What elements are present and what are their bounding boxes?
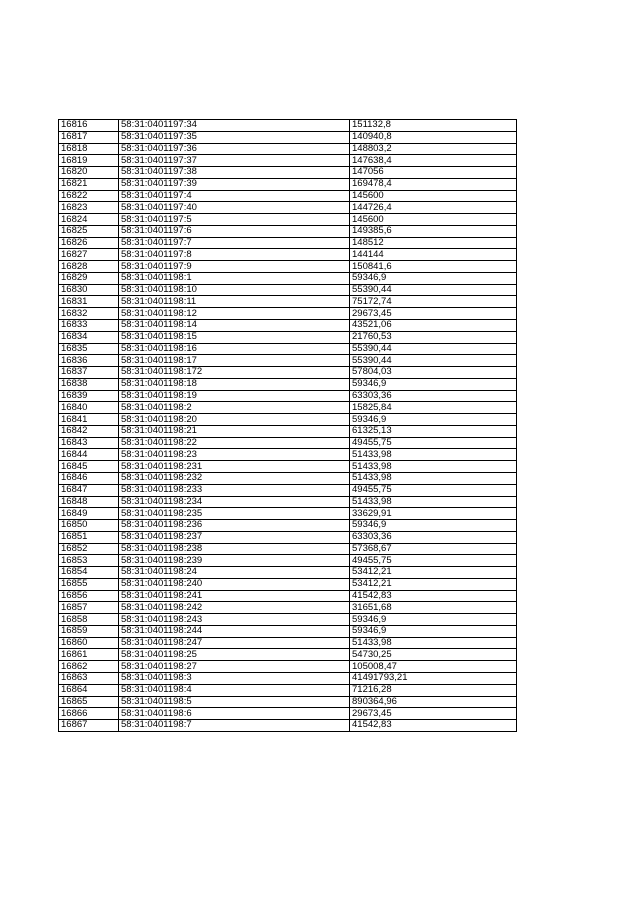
row-number-cell: 16866 (59, 708, 119, 720)
cadastral-number-cell: 58:31:0401198:247 (119, 637, 350, 649)
cadastral-number-cell: 58:31:0401197:4 (119, 190, 350, 202)
cadastral-number-cell: 58:31:0401198:6 (119, 708, 350, 720)
cadastral-number-cell: 58:31:0401197:8 (119, 249, 350, 261)
value-cell: 151132,8 (350, 120, 517, 132)
table-row (59, 543, 517, 555)
cadastral-number-cell: 58:31:0401198:16 (119, 343, 350, 355)
cadastral-number-cell: 58:31:0401198:15 (119, 331, 350, 343)
row-number-cell: 16864 (59, 684, 119, 696)
value-cell: 33629,91 (350, 508, 517, 520)
cadastral-number-cell: 58:31:0401198:19 (119, 390, 350, 402)
row-number-cell: 16841 (59, 414, 119, 426)
cadastral-value-table (58, 119, 517, 732)
cadastral-number-cell: 58:31:0401197:40 (119, 202, 350, 214)
row-number-cell: 16856 (59, 590, 119, 602)
cadastral-number-cell: 58:31:0401198:241 (119, 590, 350, 602)
table-row (59, 378, 517, 390)
value-cell: 59346,9 (350, 520, 517, 532)
value-cell: 150841,6 (350, 261, 517, 273)
table-row (59, 649, 517, 661)
table-row (59, 590, 517, 602)
value-cell: 21760,53 (350, 331, 517, 343)
table-row (59, 178, 517, 190)
row-number-cell: 16847 (59, 484, 119, 496)
table-row (59, 120, 517, 132)
row-number-cell: 16848 (59, 496, 119, 508)
value-cell: 148803,2 (350, 143, 517, 155)
row-number-cell: 16846 (59, 472, 119, 484)
value-cell: 51433,98 (350, 449, 517, 461)
value-cell: 41491793,21 (350, 672, 517, 684)
value-cell: 31651,68 (350, 602, 517, 614)
value-cell: 49455,75 (350, 437, 517, 449)
row-number-cell: 16831 (59, 296, 119, 308)
cadastral-number-cell: 58:31:0401198:243 (119, 614, 350, 626)
row-number-cell: 16821 (59, 178, 119, 190)
table-row (59, 708, 517, 720)
cadastral-number-cell: 58:31:0401198:10 (119, 284, 350, 296)
row-number-cell: 16852 (59, 543, 119, 555)
value-cell: 49455,75 (350, 484, 517, 496)
row-number-cell: 16850 (59, 520, 119, 532)
row-number-cell: 16861 (59, 649, 119, 661)
table-row (59, 520, 517, 532)
table-row (59, 720, 517, 732)
value-cell: 51433,98 (350, 461, 517, 473)
value-cell: 41542,83 (350, 590, 517, 602)
table-row (59, 214, 517, 226)
value-cell: 49455,75 (350, 555, 517, 567)
table-row (59, 261, 517, 273)
value-cell: 61325,13 (350, 425, 517, 437)
cadastral-number-cell: 58:31:0401198:11 (119, 296, 350, 308)
table-row (59, 249, 517, 261)
cadastral-number-cell: 58:31:0401198:21 (119, 425, 350, 437)
row-number-cell: 16859 (59, 625, 119, 637)
table-row (59, 296, 517, 308)
value-cell: 140940,8 (350, 131, 517, 143)
cadastral-number-cell: 58:31:0401198:240 (119, 578, 350, 590)
table-row (59, 390, 517, 402)
table-body (59, 120, 517, 732)
row-number-cell: 16854 (59, 567, 119, 579)
row-number-cell: 16834 (59, 331, 119, 343)
row-number-cell: 16863 (59, 672, 119, 684)
cadastral-number-cell: 58:31:0401198:231 (119, 461, 350, 473)
cadastral-number-cell: 58:31:0401198:235 (119, 508, 350, 520)
value-cell: 54730,25 (350, 649, 517, 661)
value-cell: 59346,9 (350, 414, 517, 426)
cadastral-number-cell: 58:31:0401198:242 (119, 602, 350, 614)
table-row (59, 637, 517, 649)
cadastral-number-cell: 58:31:0401197:34 (119, 120, 350, 132)
value-cell: 145600 (350, 190, 517, 202)
table-row (59, 661, 517, 673)
table-row (59, 508, 517, 520)
row-number-cell: 16822 (59, 190, 119, 202)
row-number-cell: 16865 (59, 696, 119, 708)
cadastral-number-cell: 58:31:0401198:23 (119, 449, 350, 461)
value-cell: 29673,45 (350, 308, 517, 320)
value-cell: 41542,83 (350, 720, 517, 732)
row-number-cell: 16819 (59, 155, 119, 167)
table-row (59, 284, 517, 296)
value-cell: 63303,36 (350, 390, 517, 402)
value-cell: 169478,4 (350, 178, 517, 190)
row-number-cell: 16824 (59, 214, 119, 226)
value-cell: 15825,84 (350, 402, 517, 414)
value-cell: 59346,9 (350, 614, 517, 626)
value-cell: 53412,21 (350, 567, 517, 579)
row-number-cell: 16820 (59, 167, 119, 179)
cadastral-number-cell: 58:31:0401198:14 (119, 320, 350, 332)
row-number-cell: 16853 (59, 555, 119, 567)
row-number-cell: 16825 (59, 225, 119, 237)
row-number-cell: 16832 (59, 308, 119, 320)
row-number-cell: 16867 (59, 720, 119, 732)
table-row (59, 484, 517, 496)
value-cell: 43521,06 (350, 320, 517, 332)
value-cell: 105008,47 (350, 661, 517, 673)
row-number-cell: 16829 (59, 272, 119, 284)
table-row (59, 567, 517, 579)
cadastral-number-cell: 58:31:0401198:234 (119, 496, 350, 508)
table-row (59, 461, 517, 473)
value-cell: 59346,9 (350, 625, 517, 637)
value-cell: 55390,44 (350, 355, 517, 367)
value-cell: 147056 (350, 167, 517, 179)
value-cell: 71216,28 (350, 684, 517, 696)
cadastral-number-cell: 58:31:0401198:22 (119, 437, 350, 449)
table-row (59, 202, 517, 214)
cadastral-number-cell: 58:31:0401198:172 (119, 367, 350, 379)
cadastral-number-cell: 58:31:0401198:238 (119, 543, 350, 555)
row-number-cell: 16844 (59, 449, 119, 461)
cadastral-number-cell: 58:31:0401198:20 (119, 414, 350, 426)
cadastral-number-cell: 58:31:0401198:24 (119, 567, 350, 579)
row-number-cell: 16849 (59, 508, 119, 520)
row-number-cell: 16826 (59, 237, 119, 249)
table-row (59, 531, 517, 543)
cadastral-number-cell: 58:31:0401198:237 (119, 531, 350, 543)
value-cell: 51433,98 (350, 637, 517, 649)
row-number-cell: 16833 (59, 320, 119, 332)
cadastral-number-cell: 58:31:0401198:236 (119, 520, 350, 532)
table-row (59, 672, 517, 684)
row-number-cell: 16817 (59, 131, 119, 143)
value-cell: 59346,9 (350, 378, 517, 390)
table-row (59, 437, 517, 449)
value-cell: 144726,4 (350, 202, 517, 214)
value-cell: 144144 (350, 249, 517, 261)
value-cell: 53412,21 (350, 578, 517, 590)
cadastral-number-cell: 58:31:0401197:36 (119, 143, 350, 155)
table-row (59, 625, 517, 637)
table-row (59, 225, 517, 237)
value-cell: 890364,96 (350, 696, 517, 708)
table-row (59, 155, 517, 167)
value-cell: 145600 (350, 214, 517, 226)
row-number-cell: 16857 (59, 602, 119, 614)
row-number-cell: 16845 (59, 461, 119, 473)
row-number-cell: 16840 (59, 402, 119, 414)
table-row (59, 237, 517, 249)
cadastral-number-cell: 58:31:0401198:4 (119, 684, 350, 696)
cadastral-number-cell: 58:31:0401198:5 (119, 696, 350, 708)
table-row (59, 472, 517, 484)
row-number-cell: 16818 (59, 143, 119, 155)
row-number-cell: 16858 (59, 614, 119, 626)
cadastral-number-cell: 58:31:0401198:12 (119, 308, 350, 320)
value-cell: 59346,9 (350, 272, 517, 284)
cadastral-number-cell: 58:31:0401197:37 (119, 155, 350, 167)
cadastral-number-cell: 58:31:0401198:27 (119, 661, 350, 673)
value-cell: 63303,36 (350, 531, 517, 543)
table-row (59, 449, 517, 461)
cadastral-number-cell: 58:31:0401198:25 (119, 649, 350, 661)
row-number-cell: 16843 (59, 437, 119, 449)
table-row (59, 578, 517, 590)
row-number-cell: 16862 (59, 661, 119, 673)
table-row (59, 343, 517, 355)
table-row (59, 331, 517, 343)
table-row (59, 602, 517, 614)
table-row (59, 696, 517, 708)
cadastral-number-cell: 58:31:0401198:232 (119, 472, 350, 484)
row-number-cell: 16823 (59, 202, 119, 214)
row-number-cell: 16860 (59, 637, 119, 649)
cadastral-number-cell: 58:31:0401198:244 (119, 625, 350, 637)
row-number-cell: 16830 (59, 284, 119, 296)
row-number-cell: 16839 (59, 390, 119, 402)
cadastral-number-cell: 58:31:0401197:39 (119, 178, 350, 190)
table-row (59, 425, 517, 437)
table-row (59, 402, 517, 414)
table-row (59, 355, 517, 367)
cadastral-number-cell: 58:31:0401198:17 (119, 355, 350, 367)
table-row (59, 143, 517, 155)
table-row (59, 308, 517, 320)
cadastral-number-cell: 58:31:0401198:18 (119, 378, 350, 390)
cadastral-number-cell: 58:31:0401197:38 (119, 167, 350, 179)
value-cell: 55390,44 (350, 284, 517, 296)
cadastral-number-cell: 58:31:0401197:9 (119, 261, 350, 273)
row-number-cell: 16851 (59, 531, 119, 543)
table-row (59, 414, 517, 426)
value-cell: 57804,03 (350, 367, 517, 379)
table-row (59, 131, 517, 143)
row-number-cell: 16838 (59, 378, 119, 390)
cadastral-number-cell: 58:31:0401197:35 (119, 131, 350, 143)
value-cell: 149385,6 (350, 225, 517, 237)
cadastral-number-cell: 58:31:0401197:5 (119, 214, 350, 226)
table-row (59, 190, 517, 202)
row-number-cell: 16827 (59, 249, 119, 261)
row-number-cell: 16816 (59, 120, 119, 132)
cadastral-number-cell: 58:31:0401198:2 (119, 402, 350, 414)
table-row (59, 167, 517, 179)
cadastral-number-cell: 58:31:0401197:7 (119, 237, 350, 249)
row-number-cell: 16855 (59, 578, 119, 590)
table-row (59, 320, 517, 332)
value-cell: 57368,67 (350, 543, 517, 555)
table-row (59, 367, 517, 379)
value-cell: 51433,98 (350, 472, 517, 484)
cadastral-number-cell: 58:31:0401198:239 (119, 555, 350, 567)
value-cell: 55390,44 (350, 343, 517, 355)
row-number-cell: 16842 (59, 425, 119, 437)
table-row (59, 272, 517, 284)
cadastral-number-cell: 58:31:0401198:233 (119, 484, 350, 496)
row-number-cell: 16837 (59, 367, 119, 379)
cadastral-number-cell: 58:31:0401197:6 (119, 225, 350, 237)
cadastral-number-cell: 58:31:0401198:1 (119, 272, 350, 284)
cadastral-number-cell: 58:31:0401198:7 (119, 720, 350, 732)
value-cell: 75172,74 (350, 296, 517, 308)
table-row (59, 614, 517, 626)
row-number-cell: 16828 (59, 261, 119, 273)
table-row (59, 684, 517, 696)
value-cell: 51433,98 (350, 496, 517, 508)
value-cell: 148512 (350, 237, 517, 249)
row-number-cell: 16836 (59, 355, 119, 367)
table-row (59, 555, 517, 567)
value-cell: 147638,4 (350, 155, 517, 167)
cadastral-number-cell: 58:31:0401198:3 (119, 672, 350, 684)
row-number-cell: 16835 (59, 343, 119, 355)
value-cell: 29673,45 (350, 708, 517, 720)
table-row (59, 496, 517, 508)
